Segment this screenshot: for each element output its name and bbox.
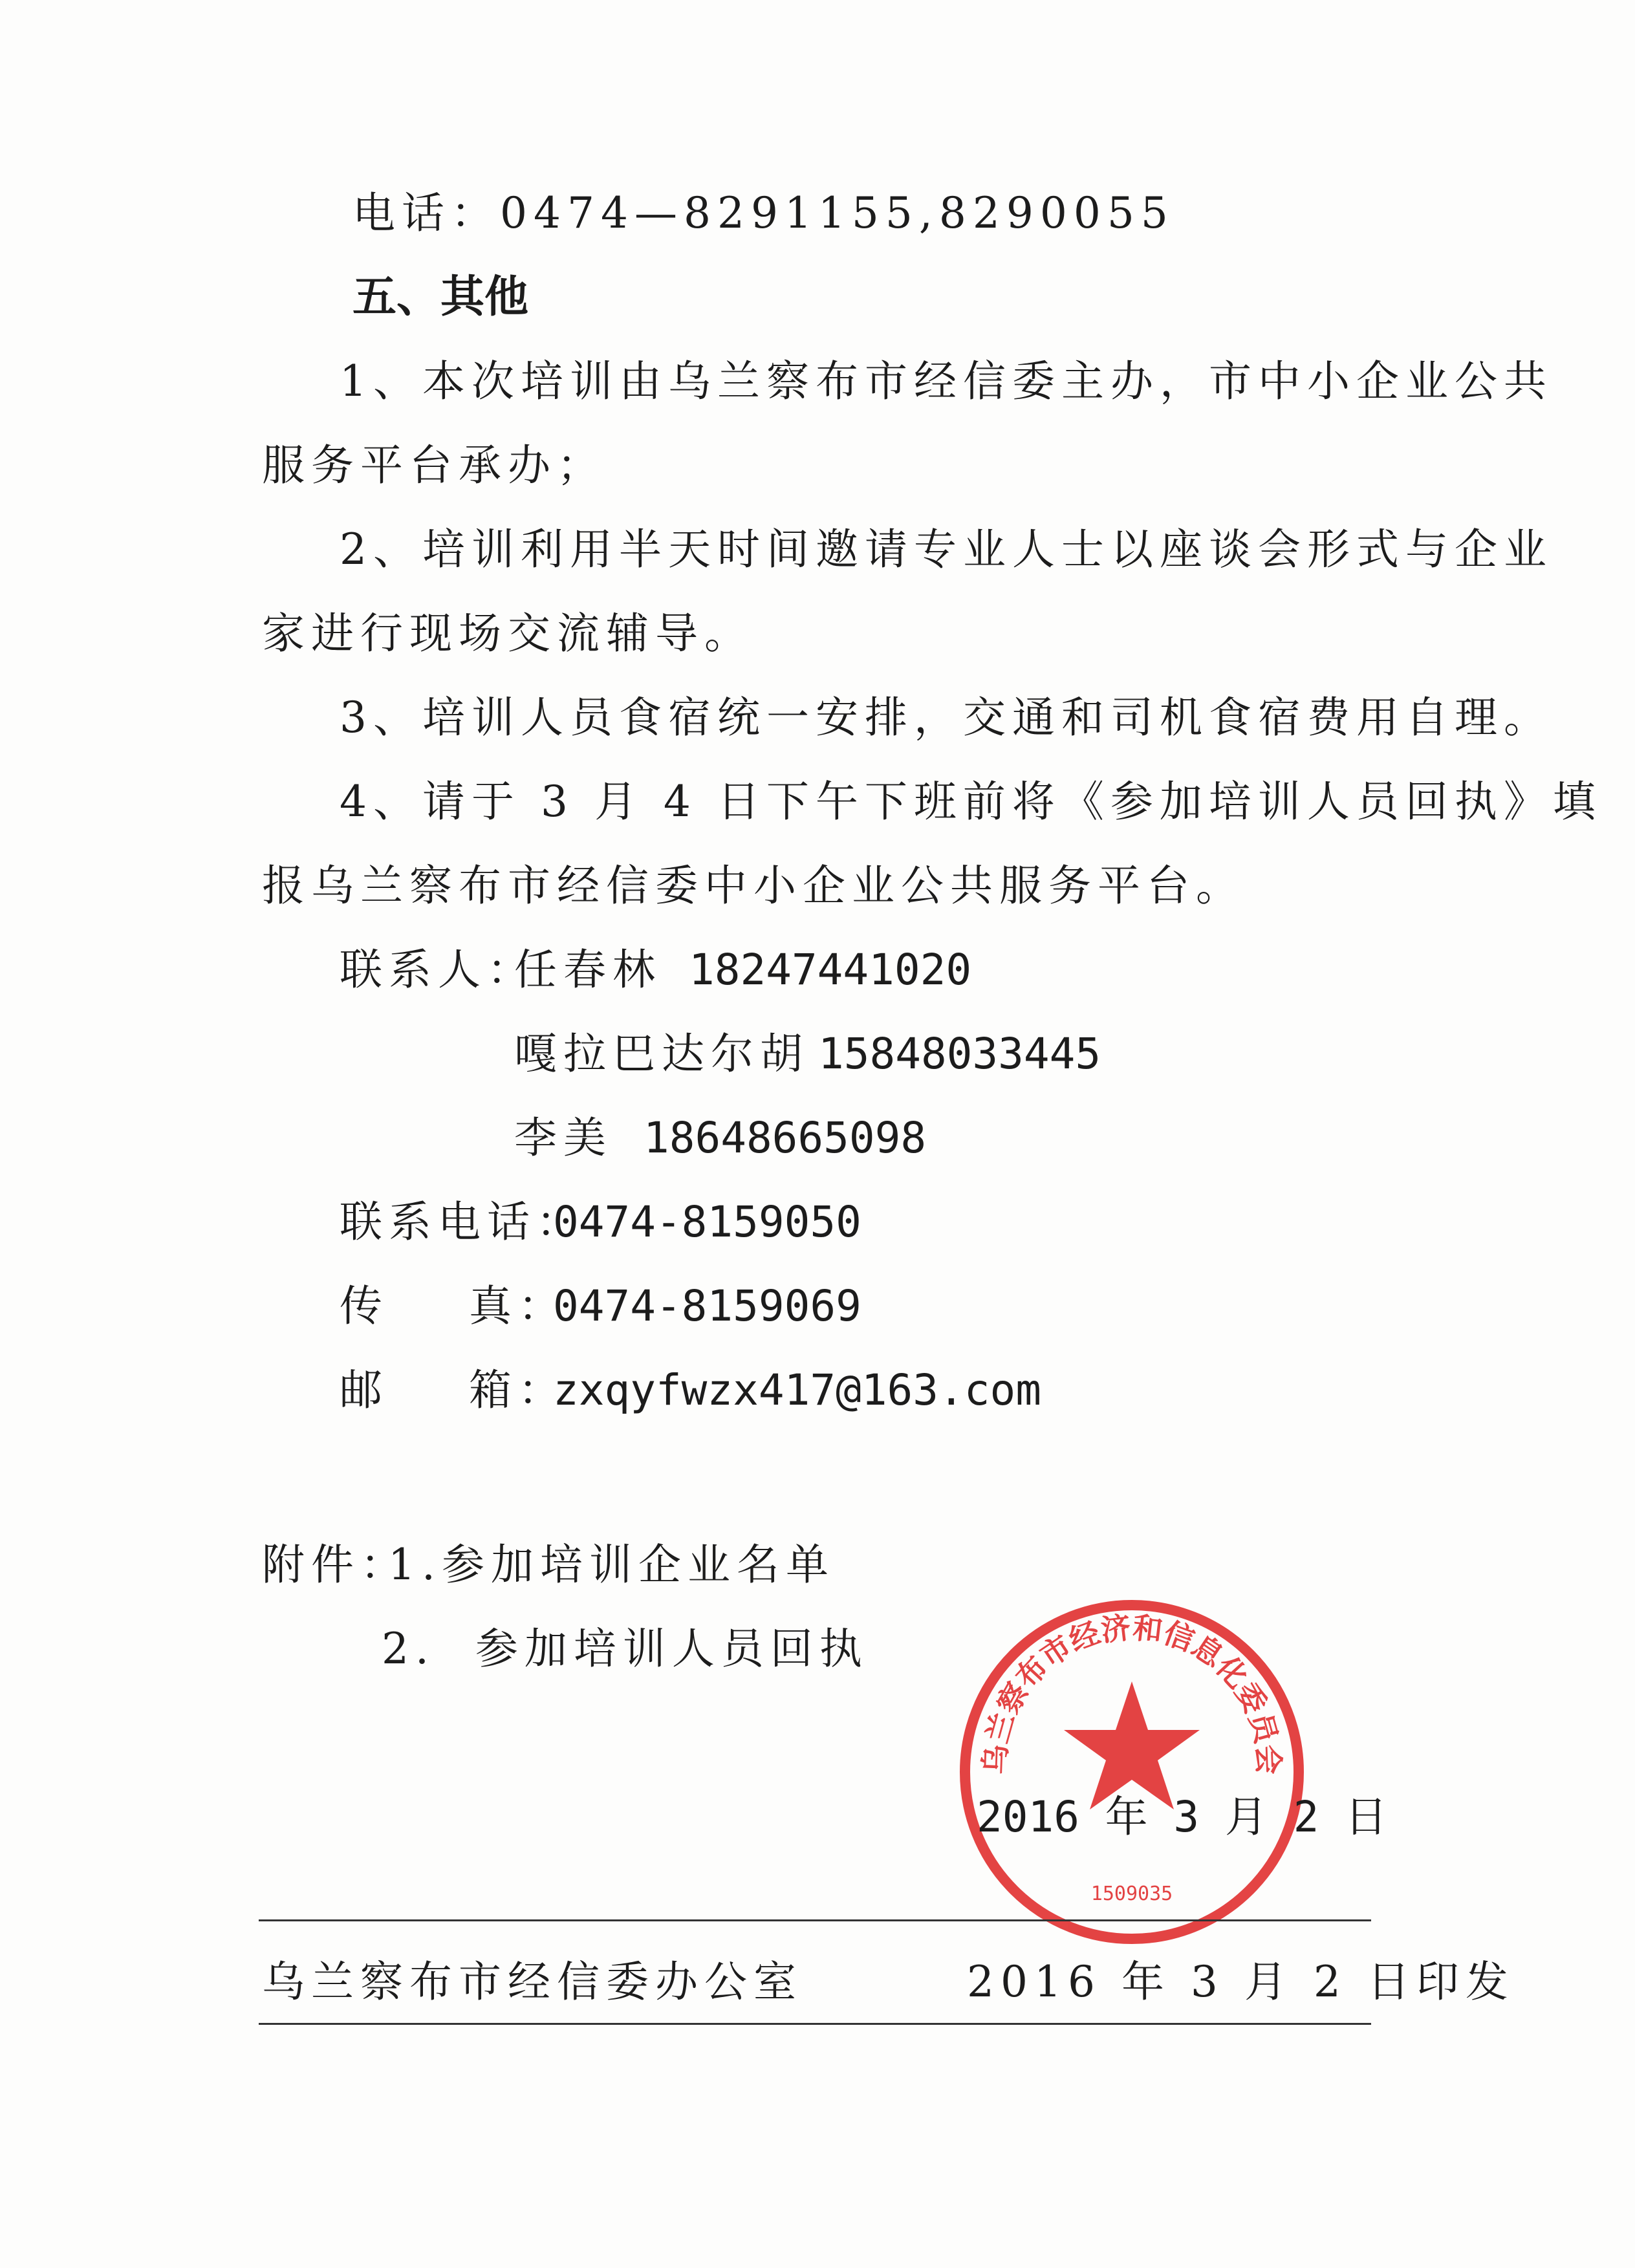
fax-label: 真： bbox=[469, 1281, 567, 1331]
section-five-heading: 五、其他 bbox=[352, 272, 529, 323]
email-value: zxqyfwzx417@163.com bbox=[553, 1365, 1041, 1415]
contact-name-1: 任春林 bbox=[514, 945, 662, 995]
item-2-line-1: 2、培训利用半天时间邀请专业人士以座谈会形式与企业 bbox=[340, 524, 1553, 574]
item-1-line-1: 1、本次培训由乌兰察布市经信委主办，市中小企业公共 bbox=[340, 356, 1553, 406]
tel-label: 联系电话： bbox=[340, 1197, 585, 1247]
footer-office: 乌兰察布市经信委办公室 bbox=[262, 1957, 803, 2007]
fax-label-char: 传 bbox=[340, 1281, 382, 1331]
seal-number: 1509035 bbox=[1090, 1883, 1173, 1905]
contact-phone-2: 15848033445 bbox=[818, 1029, 1101, 1079]
item-3-line: 3、培训人员食宿统一安排，交通和司机食宿费用自理。 bbox=[340, 693, 1553, 742]
signature-date: 2016 年 3 月 2 日 bbox=[977, 1792, 1388, 1842]
attachment-1: 1.参加培训企业名单 bbox=[388, 1540, 835, 1590]
email-label-char: 邮 bbox=[340, 1365, 382, 1415]
tel-value: 0474-8159050 bbox=[553, 1197, 861, 1247]
item-4-line-2: 报乌兰察布市经信委中小企业公共服务平台。 bbox=[262, 861, 1245, 911]
contact-name-3: 李美 bbox=[514, 1113, 612, 1163]
contact-phone-3: 18648665098 bbox=[644, 1113, 927, 1163]
footer-top-rule bbox=[259, 1919, 1371, 1921]
footer-issue-date: 2016 年 3 月 2 日印发 bbox=[967, 1957, 1515, 2007]
attachment-2: 2. 参加培训人员回执 bbox=[382, 1624, 869, 1674]
email-label: 箱： bbox=[469, 1365, 567, 1415]
fax-value: 0474-8159069 bbox=[553, 1281, 861, 1331]
contact-name-2: 嘎拉巴达尔胡 bbox=[514, 1029, 809, 1079]
footer-bottom-rule bbox=[259, 2023, 1371, 2025]
seal-text: 乌兰察布市经济和信息化委员会 bbox=[977, 1610, 1286, 1775]
item-4-line-1: 4、请于 3 月 4 日下午下班前将《参加培训人员回执》填 bbox=[340, 777, 1602, 826]
item-2-line-2: 家进行现场交流辅导。 bbox=[262, 609, 753, 658]
attachments-label: 附件： bbox=[262, 1540, 409, 1590]
phone-line: 电话：0474—8291155,8290055 bbox=[352, 188, 1175, 238]
item-1-line-2: 服务平台承办； bbox=[262, 440, 606, 490]
official-seal bbox=[951, 1591, 1313, 1953]
contact-phone-1: 18247441020 bbox=[689, 945, 972, 995]
contact-label: 联系人： bbox=[340, 945, 536, 995]
